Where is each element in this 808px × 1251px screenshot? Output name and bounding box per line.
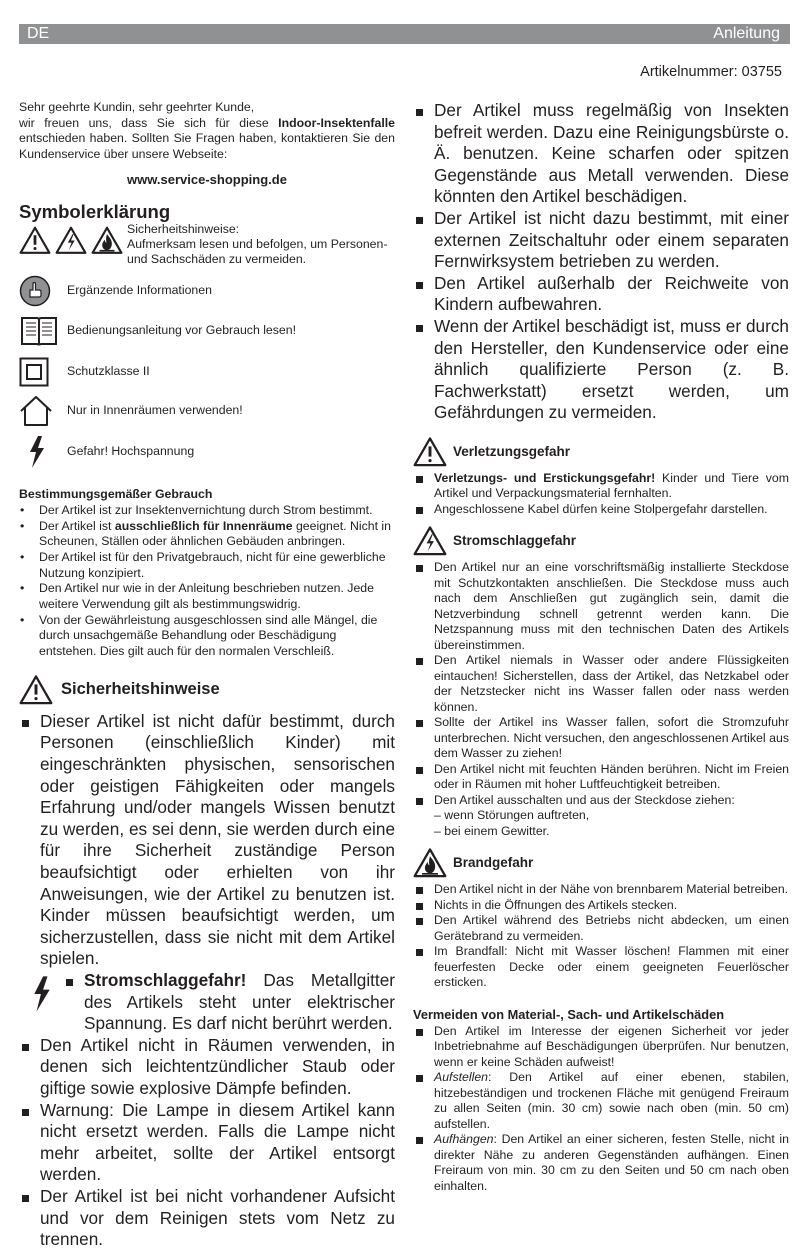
header-title: Anleitung — [713, 25, 780, 42]
list-item: Den Artikel nicht in Räumen verwenden, in denen sich leichtentzündlicher Staub oder giftige sowie explosive Dämpfe befinden. — [19, 1035, 395, 1100]
safety-heading: Sicherheitshinweise — [19, 674, 395, 705]
list-item: • Der Artikel ist zur Insektenvernichtung durch Strom bestimmt. — [19, 503, 395, 519]
safety-list-cont — [19, 1035, 395, 1251]
list-item: Sollte der Artikel ins Wasser fallen, sofort die Stromzufuhr unterbrechen. Nicht versuchen, den angeschlossenen Artikel aus dem Wasser zu ziehen! — [413, 715, 789, 762]
symbol-row-info: Ergänzende Informationen — [19, 275, 395, 307]
house-icon — [19, 395, 53, 427]
hand-info-icon — [19, 275, 51, 307]
service-url: www.service-shopping.de — [127, 171, 287, 187]
warning-icon — [19, 674, 53, 705]
list-item: Den Artikel im Interesse der eigenen Sicherheit vor jeder Inbetriebnahme auf Beschädigungen überprüfen. Nur benutzen, wenn er keine Schäden aufweist! — [413, 1024, 789, 1071]
list-item: • Der Artikel ist für den Privatgebrauch, nicht für eine gewerbliche Nutzung konzipiert. — [19, 550, 395, 581]
list-item: Der Artikel muss regelmäßig von Insekten befreit werden. Dazu eine Reinigungsbürste o. Ä. benutzen. Keine scharfen oder spitzen Gegenstände aus Metall verwenden. Diese könnten den Artikel beschädigen. — [413, 100, 789, 208]
fire-heading: Brandgefahr — [413, 847, 789, 878]
list-item: Den Artikel nicht in der Nähe von brennbarem Material betreiben. — [413, 882, 789, 898]
intended-use-title: Bestimmungsgemäßer Gebrauch — [19, 486, 213, 501]
list-item: Nichts in die Öffnungen des Artikels stecken. — [413, 898, 789, 914]
list-item: Den Artikel während des Betriebs nicht abdecken, um einen Gerätebrand zu vermeiden. — [413, 913, 789, 944]
list-item: Der Artikel ist nicht dazu bestimmt, mit einer externen Zeitschaltuhr oder einem separaten Fernwirksystem betrieben zu werden. — [413, 208, 789, 273]
list-item: Wenn der Artikel beschädigt ist, muss er durch den Hersteller, den Kundenservice oder eine ähnlich qualifizierte Person (z. B. Fachwerkstatt) ersetzt werden, um Gefährdungen zu vermeiden. — [413, 316, 789, 424]
symbol-row-indoor: Nur in Innenräumen verwenden! — [19, 395, 395, 427]
safety-list — [19, 711, 395, 970]
article-number: Artikelnummer: 03755 — [640, 64, 782, 80]
warning-icon — [413, 436, 447, 467]
symbol-row-safety: Sicherheitshinweise: Aufmerksam lesen und befolgen, um Personen- und Sachschäden zu vermeiden. — [19, 225, 395, 267]
book-icon — [19, 315, 59, 347]
language-code: DE — [27, 25, 50, 42]
symbols-title: Symbolerklärung — [19, 200, 171, 222]
list-item: Warnung: Die Lampe in diesem Artikel kann nicht ersetzt werden. Falls die Lampe nicht mehr arbeitet, sollte der Artikel entsorgt werden. — [19, 1100, 395, 1186]
list-item: Den Artikel nicht mit feuchten Händen berühren. Nicht im Freien oder in Räumen mit hoher Luftfeuchtigkeit betreiben. — [413, 762, 789, 793]
symbol-row-voltage: Gefahr! Hochspannung — [19, 435, 395, 469]
list-item: Den Artikel ausschalten und aus der Steckdose ziehen: – wenn Störungen auftreten, – bei einem Gewitter. — [413, 793, 789, 840]
list-item: Stromschlaggefahr! Das Metallgitter des Artikels steht unter elektrischer Spannung. Es darf nicht berührt werden. — [63, 970, 395, 1035]
shock-heading: Stromschlaggefahr — [413, 525, 789, 556]
damage-title: Vermeiden von Material-, Sach- und Artikelschäden — [413, 1006, 725, 1022]
list-item: Angeschlossene Kabel dürfen keine Stolpergefahr darstellen. — [413, 502, 789, 518]
fire-icon — [413, 847, 447, 878]
intro-text: Sehr geehrte Kundin, sehr geehrter Kunde, wir freuen uns, dass Sie sich für diese Indoor-Insektenfalle entschieden haben. Sollten Sie Fragen haben, kontaktieren Sie den Kundenservice über unsere Webseite: — [19, 100, 395, 162]
symbol-row-manual: Bedienungsanleitung vor Gebrauch lesen! — [19, 315, 395, 347]
list-item: Aufstellen: Den Artikel auf einer ebenen, stabilen, hitzebeständigen und trockenen Fläche mit genügend Freiraum zu allen Seiten (min. 30 cm) sowie nach oben (min. 50 cm) aufstellen. — [413, 1070, 789, 1132]
electric-shock-icon — [55, 225, 87, 255]
list-item: Den Artikel niemals in Wasser oder andere Flüssigkeiten eintauchen! Sicherstellen, dass der Artikel, das Netzkabel oder der Netzstecker nicht ins Wasser fallen oder nass werden können. — [413, 653, 789, 715]
fire-icon — [91, 225, 123, 255]
safety-list-right — [413, 100, 789, 424]
list-item: Im Brandfall: Nicht mit Wasser löschen! Flammen mit einer feuerfesten Decke oder einem geeigneten Feuerlöscher ersticken. — [413, 944, 789, 991]
shock-note — [19, 970, 395, 1035]
symbol-row-class2: Schutzklasse II — [19, 357, 395, 387]
warning-icon — [19, 225, 51, 255]
right-column — [413, 100, 789, 1194]
list-item: • Von der Gewährleistung ausgeschlossen sind alle Mängel, die durch unsachgemäße Behandlung oder Beschädigung entstehen. Dies gilt auch für den normalen Verschleiß. — [19, 613, 395, 660]
list-item: Dieser Artikel ist nicht dafür bestimmt, durch Personen (einschließlich Kinder) mit eingeschränkten physischen, sensorischen oder geistigen Fähigkeiten oder mangels Erfahrung und/oder mangels Wissen benutzt zu werden, es sei denn, sie werden durch eine für ihre Sicherheit zuständige Person beaufsichtigt oder erhielten von ihr Anweisungen, wie der Artikel zu benutzen ist. Kinder müssen beaufsichtigt werden, um sicherzustellen, dass sie nicht mit dem Artikel spielen. — [19, 711, 395, 970]
list-item: Verletzungs- und Erstickungsgefahr! Kinder und Tiere vom Artikel und Verpackungsmaterial fernhalten. — [413, 471, 789, 502]
damage-list — [413, 1024, 789, 1195]
intended-use-list — [19, 503, 395, 660]
protection-class-2-icon — [19, 357, 49, 387]
list-item: Aufhängen: Den Artikel an einer sicheren, festen Stelle, nicht in direkter Nähe zu anderen Gegenständen aufhängen. Einen Freiraum von min. 30 cm zu den Seiten und 50 cm nach oben einhalten. — [413, 1132, 789, 1194]
list-item: Der Artikel ist bei nicht vorhandener Aufsicht und vor dem Reinigen stets vom Netz zu trennen. — [19, 1186, 395, 1251]
lightning-icon — [31, 974, 53, 1014]
list-item: • Der Artikel ist ausschließlich für Innenräume geeignet. Nicht in Scheunen, Ställen oder ähnlichen Gebäuden anbringen. — [19, 519, 395, 550]
list-item: Den Artikel nur an eine vorschriftsmäßig installierte Steckdose mit Schutzkontakten anschließen. Die Steckdose muss auch nach dem Anschließen gut zugänglich sein, damit die Netzverbindung schnell getrennt werden kann. Die Netzspannung muss mit den technischen Daten des Artikels übereinstimmen. — [413, 560, 789, 653]
header-bar — [19, 24, 790, 44]
injury-heading: Verletzungsgefahr — [413, 436, 789, 467]
list-item: Den Artikel außerhalb der Reichweite von Kindern aufbewahren. — [413, 273, 789, 316]
lightning-icon — [27, 435, 47, 469]
fire-list — [413, 882, 789, 991]
shock-list — [413, 560, 789, 839]
electric-shock-icon — [413, 525, 447, 556]
left-column — [19, 100, 395, 1251]
list-item: • Den Artikel nur wie in der Anleitung beschrieben nutzen. Jede weitere Verwendung gilt als bestimmungswidrig. — [19, 581, 395, 612]
injury-list — [413, 471, 789, 518]
